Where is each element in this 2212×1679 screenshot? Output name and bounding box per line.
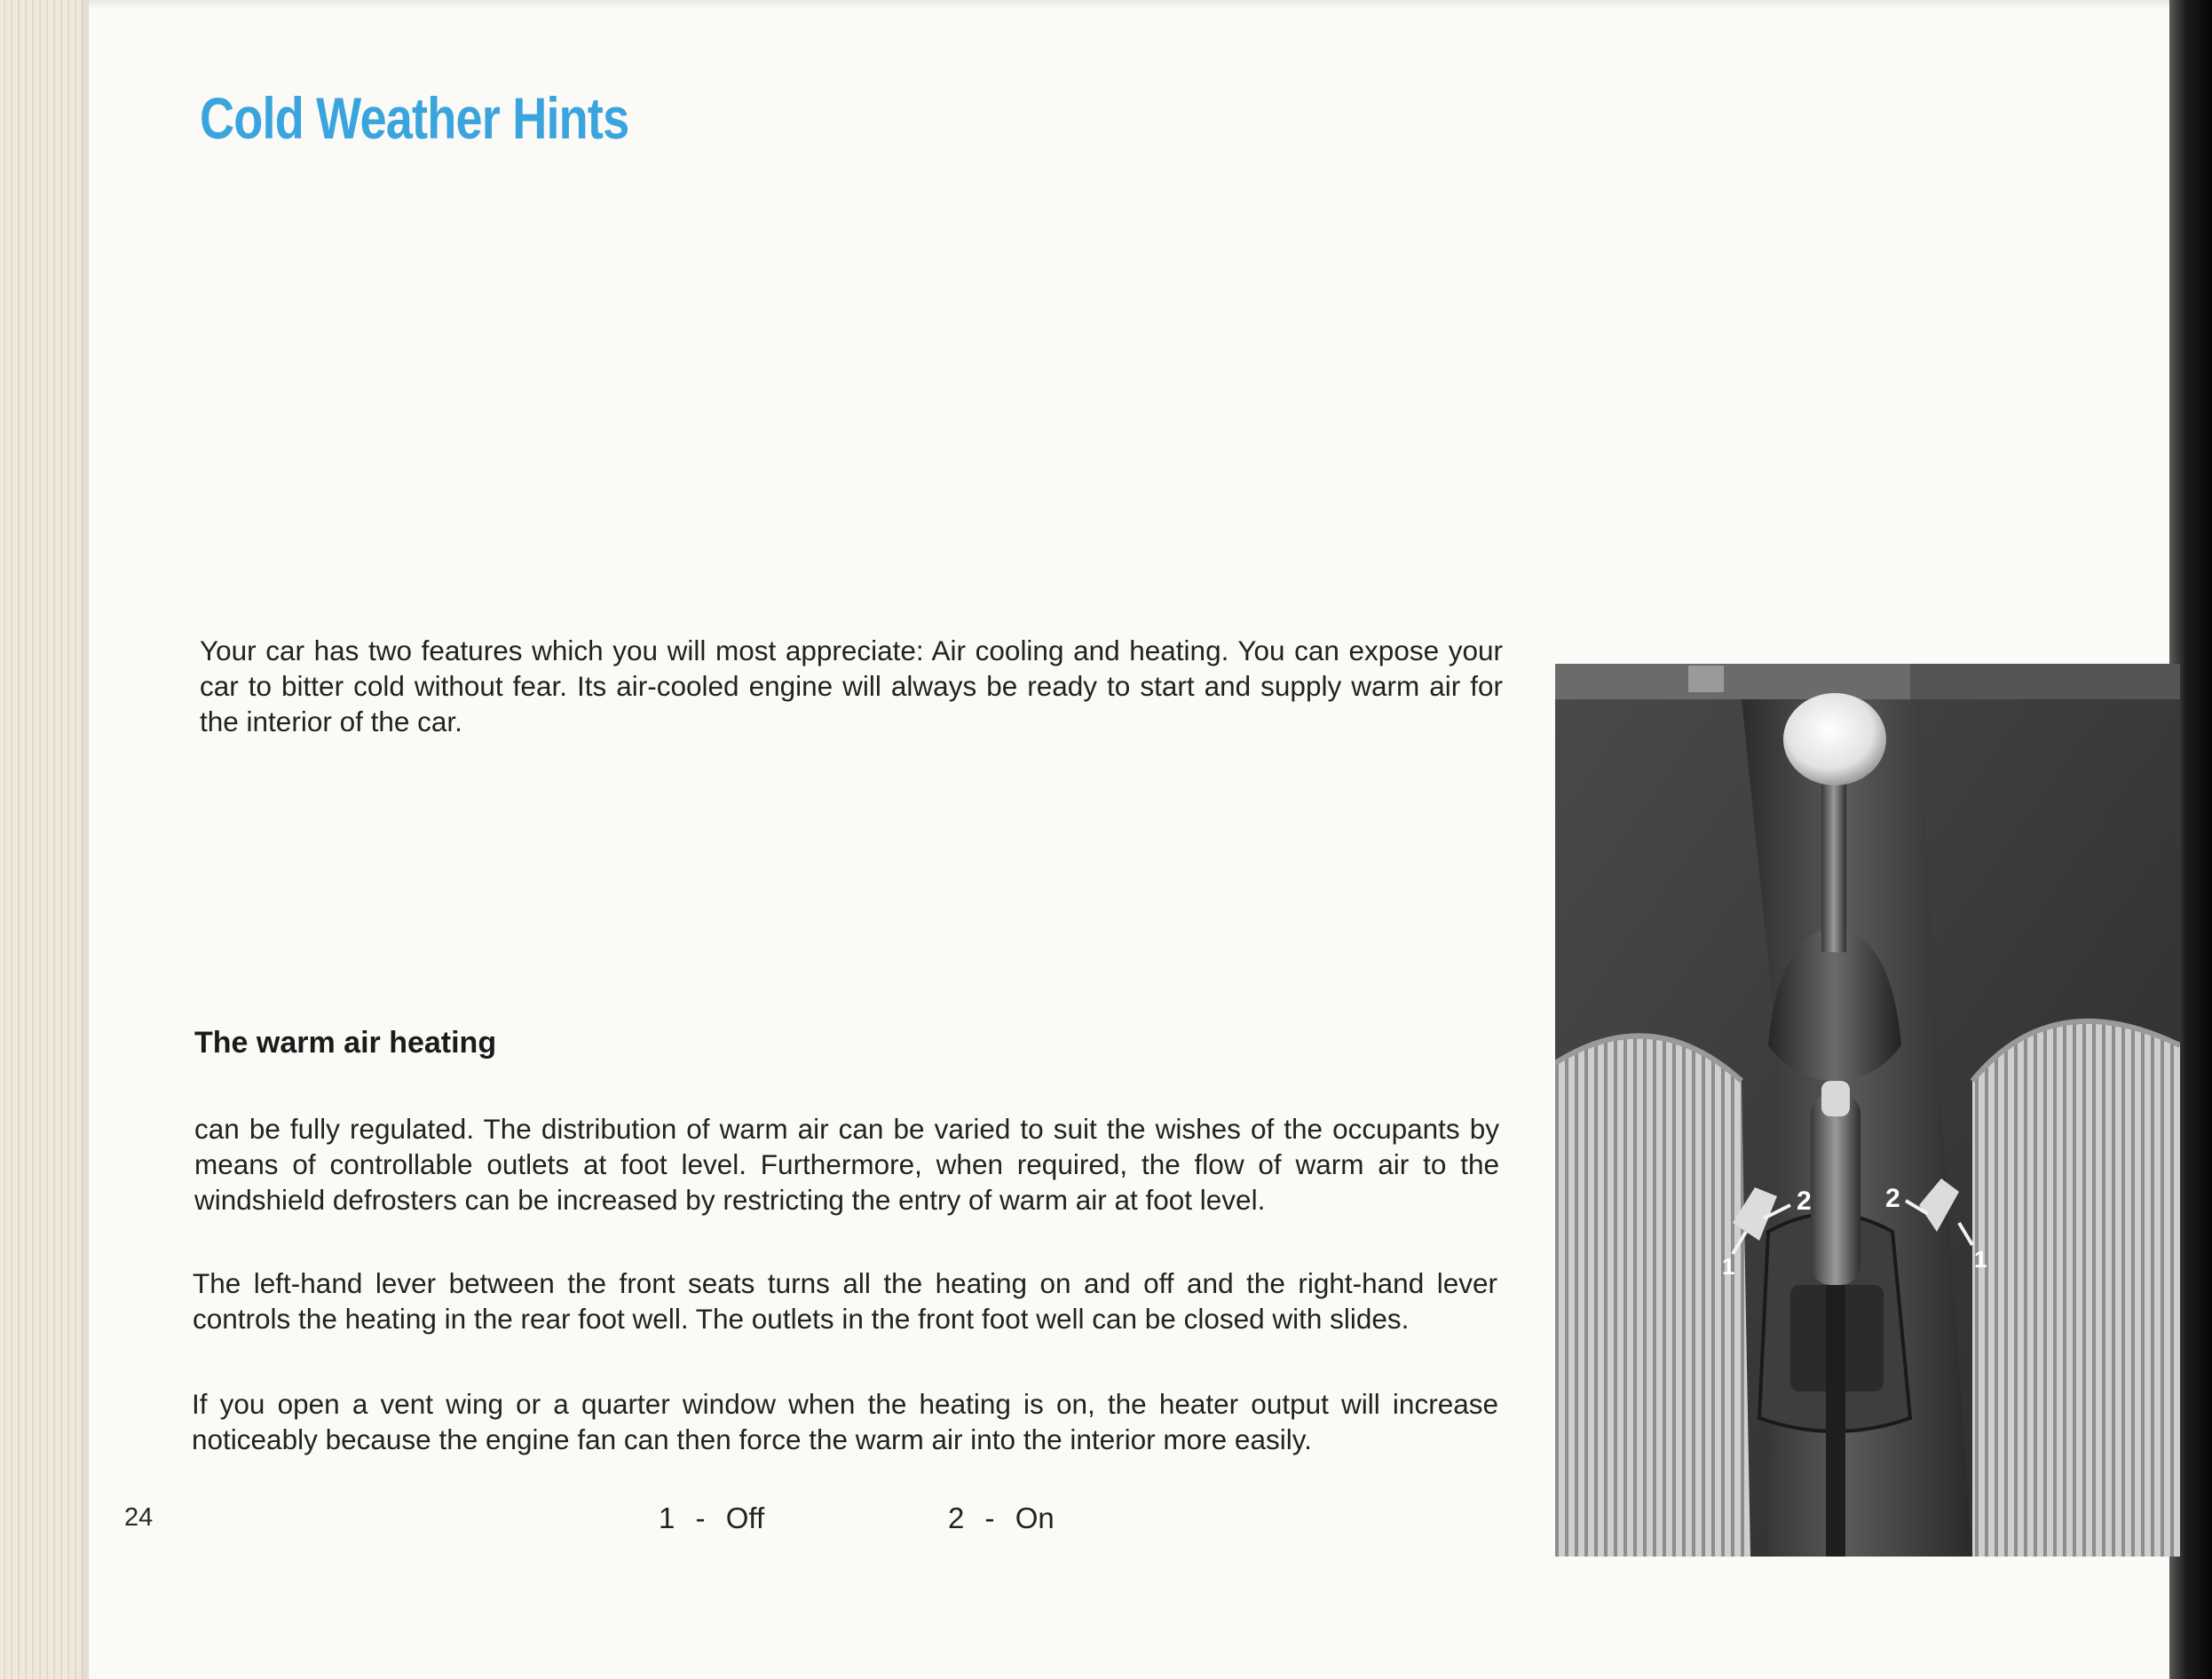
legend-label: On	[1015, 1502, 1055, 1534]
page-stack-edge	[0, 0, 89, 1679]
intro-paragraph: Your car has two features which you will most appreciate: Air cooling and heating. You can expose your car to bitter cold without fear. Its air-cooled engine will always be ready to start and supply warm air for the interior of the car.	[200, 635, 1503, 737]
legend-key: 2	[948, 1502, 965, 1534]
page-title: Cold Weather Hints	[200, 85, 629, 151]
legend-item-off	[659, 1502, 764, 1535]
legend-item-on	[948, 1502, 1055, 1535]
page-number: 24	[124, 1503, 154, 1532]
photo-callout-left-1: 1	[1722, 1253, 1735, 1280]
legend-key: 1	[659, 1502, 675, 1534]
section-heading: The warm air heating	[194, 1026, 497, 1060]
heating-levers-photo	[1555, 664, 2180, 1557]
legend-separator: -	[695, 1502, 706, 1534]
photo-callout-left-2: 2	[1797, 1186, 1812, 1216]
section-paragraph-1: can be fully regulated. The distribution of warm air can be varied to suit the wishes of the occupants by means of controllable outlets at foot level. Furthermore, when required, the flow of warm air to the windshield defrosters can be increased by restricting the entry of warm air at foot level.	[194, 1113, 1499, 1216]
section-paragraph-3: If you open a vent wing or a quarter window when the heating is on, the heater output will increase noticeably because the engine fan can then force the warm air into the interior more easily.	[192, 1388, 1498, 1455]
section-paragraph-2: The left-hand lever between the front seats turns all the heating on and off and the right-hand lever controls the heating in the rear foot well. The outlets in the front foot well can be closed with slides.	[193, 1267, 1497, 1335]
legend-label: Off	[725, 1502, 765, 1534]
top-shadow	[89, 0, 2175, 9]
photo-callout-right-1: 1	[1974, 1246, 1987, 1273]
photo-callout-right-2: 2	[1885, 1184, 1900, 1213]
legend-separator: -	[984, 1502, 995, 1534]
